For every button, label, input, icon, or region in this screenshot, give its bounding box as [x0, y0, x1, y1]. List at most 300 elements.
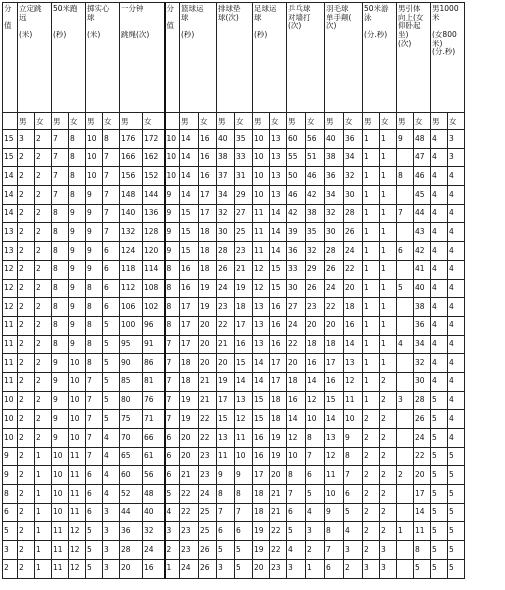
table-cell: 4	[448, 298, 465, 317]
table-cell: 10	[235, 447, 253, 466]
table-cell: 14	[270, 204, 287, 223]
table-cell: 5	[287, 522, 306, 541]
table-cell: 16	[270, 298, 287, 317]
table-cell: 4	[448, 316, 465, 335]
table-cell: 41	[414, 260, 431, 279]
table-cell: 9	[52, 410, 69, 429]
table-cell: 14	[306, 372, 325, 391]
table-cell: 1	[35, 503, 52, 522]
score-cell: 14	[3, 167, 18, 186]
table-cell: 34	[344, 148, 363, 167]
table-cell: 2	[35, 204, 52, 223]
table-cell: 20	[180, 447, 199, 466]
table-cell: 9	[69, 242, 86, 261]
score-cell-2: 7	[165, 410, 180, 429]
table-cell: 19	[270, 447, 287, 466]
table-cell: 3	[363, 559, 380, 578]
score-cell: 11	[3, 335, 18, 354]
table-cell: 24	[180, 559, 199, 578]
subheader-blank	[165, 113, 180, 130]
table-cell: 60	[287, 130, 306, 149]
subheader-female: 女	[306, 113, 325, 130]
table-cell: 12	[235, 410, 253, 429]
table-cell: 4	[103, 485, 120, 504]
score-cell: 14	[3, 186, 18, 205]
table-cell: 14	[253, 354, 270, 373]
table-cell: 9	[52, 429, 69, 448]
table-cell: 1	[380, 298, 397, 317]
table-cell: 1	[35, 559, 52, 578]
table-cell: 3	[344, 541, 363, 560]
table-cell: 24	[344, 242, 363, 261]
table-cell: 4	[287, 541, 306, 560]
table-cell: 18	[270, 410, 287, 429]
subheader-female: 女	[103, 113, 120, 130]
table-cell: 45	[414, 186, 431, 205]
table-cell: 22	[180, 485, 199, 504]
table-cell: 2	[363, 466, 380, 485]
table-cell: 6	[344, 485, 363, 504]
table-cell: 10	[86, 148, 103, 167]
table-cell: 3	[217, 559, 235, 578]
table-cell: 114	[143, 260, 165, 279]
table-cell: 1	[380, 335, 397, 354]
table-cell: 85	[120, 372, 143, 391]
table-cell: 1	[380, 167, 397, 186]
table-cell: 2	[18, 204, 35, 223]
table-cell: 176	[120, 130, 143, 149]
table-cell: 13	[217, 429, 235, 448]
table-cell: 13	[253, 316, 270, 335]
table-cell: 1	[35, 522, 52, 541]
score-cell: 15	[3, 130, 18, 149]
table-cell: 7	[86, 410, 103, 429]
table-cell: 9	[69, 279, 86, 298]
table-cell: 52	[120, 485, 143, 504]
score-cell-2: 10	[165, 130, 180, 149]
table-cell: 14	[180, 186, 199, 205]
table-cell: 40	[217, 130, 235, 149]
table-cell: 18	[287, 372, 306, 391]
table-cell: 20	[253, 559, 270, 578]
table-cell: 2	[35, 167, 52, 186]
table-cell: 5	[103, 335, 120, 354]
table-cell: 10	[52, 485, 69, 504]
table-cell: 22	[180, 503, 199, 522]
table-cell: 2	[363, 410, 380, 429]
score-cell-2: 1	[165, 559, 180, 578]
table-cell: 1	[380, 316, 397, 335]
table-row	[3, 503, 465, 522]
table-cell: 17	[180, 298, 199, 317]
subheader-male: 男	[397, 113, 414, 130]
table-cell: 5	[431, 391, 448, 410]
header-long-jump: 立定跳 远 (米)	[18, 3, 52, 113]
table-cell: 10	[69, 372, 86, 391]
header-rope-skipping: 一分钟 跳绳(次)	[120, 3, 165, 113]
table-cell: 10	[325, 485, 344, 504]
table-cell: 5	[431, 447, 448, 466]
score-cell: 5	[3, 522, 18, 541]
table-cell: 32	[344, 167, 363, 186]
table-cell: 40	[325, 130, 344, 149]
table-row	[3, 391, 465, 410]
table-cell: 5	[103, 391, 120, 410]
table-cell: 16	[253, 447, 270, 466]
table-cell: 24	[199, 485, 217, 504]
table-cell: 17	[270, 372, 287, 391]
table-row	[3, 260, 465, 279]
table-cell: 11	[253, 242, 270, 261]
table-cell: 8	[306, 429, 325, 448]
table-cell: 3	[306, 522, 325, 541]
table-cell: 1	[397, 522, 414, 541]
table-cell: 6	[103, 260, 120, 279]
table-cell: 13	[344, 354, 363, 373]
table-cell: 18	[270, 391, 287, 410]
table-cell: 46	[306, 167, 325, 186]
table-cell: 3	[103, 522, 120, 541]
table-cell: 9	[86, 260, 103, 279]
table-cell: 30	[344, 186, 363, 205]
table-cell: 11	[52, 522, 69, 541]
table-cell: 2	[35, 410, 52, 429]
score-cell: 11	[3, 372, 18, 391]
table-cell: 1	[363, 391, 380, 410]
table-cell: 7	[217, 503, 235, 522]
table-cell: 21	[270, 503, 287, 522]
table-cell: 46	[414, 167, 431, 186]
table-cell: 2	[35, 316, 52, 335]
table-cell: 2	[18, 522, 35, 541]
table-cell: 1	[363, 148, 380, 167]
table-cell: 7	[103, 186, 120, 205]
table-cell: 15	[180, 223, 199, 242]
table-cell: 7	[103, 167, 120, 186]
table-cell: 15	[253, 410, 270, 429]
table-cell: 8	[69, 148, 86, 167]
table-cell: 6	[217, 522, 235, 541]
table-cell: 86	[143, 354, 165, 373]
table-cell: 17	[253, 466, 270, 485]
table-cell: 4	[448, 223, 465, 242]
table-cell: 32	[217, 204, 235, 223]
table-cell: 11	[69, 485, 86, 504]
table-cell: 2	[363, 429, 380, 448]
table-cell: 21	[180, 466, 199, 485]
table-cell: 18	[199, 260, 217, 279]
table-cell: 2	[35, 429, 52, 448]
score-cell-2: 7	[165, 372, 180, 391]
subheader-male: 男	[253, 113, 270, 130]
table-cell: 96	[143, 316, 165, 335]
table-cell: 40	[414, 279, 431, 298]
table-cell: 75	[120, 410, 143, 429]
gender-subheader-row	[3, 113, 465, 130]
table-cell: 5	[431, 503, 448, 522]
table-cell: 2	[18, 503, 35, 522]
subheader-female: 女	[414, 113, 431, 130]
subheader-male: 男	[18, 113, 35, 130]
table-cell: 21	[235, 260, 253, 279]
subheader-male: 男	[120, 113, 143, 130]
table-cell: 4	[448, 391, 465, 410]
table-cell: 22	[270, 541, 287, 560]
table-cell: 70	[120, 429, 143, 448]
table-cell: 5	[414, 559, 431, 578]
table-cell: 50	[287, 167, 306, 186]
table-row	[3, 485, 465, 504]
table-cell: 8	[52, 279, 69, 298]
table-cell: 5	[431, 429, 448, 448]
table-cell: 16	[199, 148, 217, 167]
score-cell-2: 7	[165, 354, 180, 373]
table-cell: 5	[431, 559, 448, 578]
table-cell: 24	[414, 429, 431, 448]
table-cell: 19	[253, 522, 270, 541]
table-cell: 7	[52, 130, 69, 149]
table-cell: 9	[325, 503, 344, 522]
table-cell: 4	[448, 186, 465, 205]
table-cell: 36	[287, 242, 306, 261]
table-cell: 9	[86, 242, 103, 261]
subheader-male: 男	[217, 113, 235, 130]
table-cell: 5	[431, 410, 448, 429]
table-cell: 6	[103, 298, 120, 317]
table-cell: 27	[235, 204, 253, 223]
table-cell	[397, 316, 414, 335]
table-cell: 11	[217, 447, 235, 466]
table-cell: 5	[448, 485, 465, 504]
table-cell: 22	[270, 522, 287, 541]
table-cell: 15	[270, 260, 287, 279]
table-cell: 13	[270, 148, 287, 167]
table-cell: 13	[235, 391, 253, 410]
table-cell: 156	[120, 167, 143, 186]
table-cell: 16	[344, 316, 363, 335]
table-cell: 4	[431, 372, 448, 391]
table-cell: 23	[306, 298, 325, 317]
table-cell: 32	[306, 242, 325, 261]
table-cell: 10	[52, 447, 69, 466]
score-cell-2: 9	[165, 204, 180, 223]
table-cell: 2	[18, 223, 35, 242]
table-cell: 2	[380, 447, 397, 466]
table-cell: 8	[52, 223, 69, 242]
table-cell: 16	[253, 429, 270, 448]
table-cell: 80	[120, 391, 143, 410]
table-cell: 1	[35, 541, 52, 560]
table-cell: 14	[180, 130, 199, 149]
score-cell-2: 9	[165, 242, 180, 261]
table-cell: 2	[363, 522, 380, 541]
table-cell: 4	[448, 167, 465, 186]
table-cell: 5	[448, 559, 465, 578]
table-cell: 66	[143, 429, 165, 448]
score-cell: 8	[3, 485, 18, 504]
table-cell: 4	[448, 372, 465, 391]
table-cell: 2	[18, 391, 35, 410]
table-cell: 2	[18, 167, 35, 186]
subheader-male: 男	[180, 113, 199, 130]
table-cell: 18	[344, 298, 363, 317]
table-cell: 4	[448, 335, 465, 354]
table-cell: 33	[287, 260, 306, 279]
table-cell: 23	[235, 242, 253, 261]
table-cell: 5	[235, 541, 253, 560]
table-cell: 10	[52, 466, 69, 485]
score-cell-2: 3	[165, 522, 180, 541]
table-cell: 44	[414, 204, 431, 223]
table-cell: 1	[363, 354, 380, 373]
table-cell: 14	[344, 335, 363, 354]
table-cell: 55	[287, 148, 306, 167]
table-cell: 18	[199, 242, 217, 261]
table-cell: 28	[120, 541, 143, 560]
table-cell: 13	[270, 186, 287, 205]
table-cell: 148	[120, 186, 143, 205]
table-cell: 8	[217, 485, 235, 504]
subheader-female: 女	[448, 113, 465, 130]
table-cell: 6	[287, 503, 306, 522]
subheader-male: 男	[431, 113, 448, 130]
table-cell: 91	[143, 335, 165, 354]
header-swim-50m: 50米游 泳 (分.秒)	[363, 3, 397, 113]
table-cell: 2	[380, 522, 397, 541]
table-row	[3, 559, 465, 578]
table-cell: 16	[306, 354, 325, 373]
table-cell: 26	[414, 410, 431, 429]
table-cell: 16	[143, 559, 165, 578]
table-cell: 8	[52, 242, 69, 261]
table-cell: 18	[180, 372, 199, 391]
table-cell: 132	[120, 223, 143, 242]
table-cell: 108	[143, 279, 165, 298]
table-cell: 16	[325, 372, 344, 391]
table-cell: 7	[103, 204, 120, 223]
table-cell: 32	[325, 204, 344, 223]
table-cell: 18	[306, 335, 325, 354]
table-cell: 11	[69, 447, 86, 466]
table-cell: 28	[414, 391, 431, 410]
table-cell: 1	[380, 279, 397, 298]
table-row	[3, 298, 465, 317]
table-cell: 2	[35, 242, 52, 261]
table-cell: 12	[253, 260, 270, 279]
table-cell: 8	[52, 316, 69, 335]
table-cell: 13	[253, 298, 270, 317]
table-cell: 16	[270, 316, 287, 335]
table-cell: 8	[287, 466, 306, 485]
table-cell: 12	[306, 391, 325, 410]
table-row	[3, 204, 465, 223]
table-cell: 11	[253, 204, 270, 223]
table-cell: 8	[52, 260, 69, 279]
table-cell: 19	[180, 391, 199, 410]
table-cell: 5	[103, 354, 120, 373]
table-cell: 17	[235, 316, 253, 335]
table-cell: 11	[52, 559, 69, 578]
subheader-female: 女	[344, 113, 363, 130]
table-cell: 16	[235, 335, 253, 354]
table-cell: 4	[448, 279, 465, 298]
table-cell: 11	[69, 466, 86, 485]
table-cell: 22	[217, 316, 235, 335]
header-volleyball: 排球垫 球(次)	[217, 3, 253, 113]
table-cell: 18	[325, 335, 344, 354]
table-cell: 76	[143, 391, 165, 410]
table-cell: 35	[306, 223, 325, 242]
table-cell: 21	[199, 391, 217, 410]
table-cell: 95	[120, 335, 143, 354]
table-cell: 2	[35, 148, 52, 167]
table-cell: 2	[397, 466, 414, 485]
table-cell: 10	[52, 503, 69, 522]
table-cell: 36	[120, 522, 143, 541]
table-cell: 9	[217, 466, 235, 485]
table-cell: 26	[344, 223, 363, 242]
table-cell: 4	[448, 204, 465, 223]
table-cell	[397, 223, 414, 242]
table-cell: 30	[414, 372, 431, 391]
score-cell-2: 10	[165, 148, 180, 167]
table-cell: 9	[52, 372, 69, 391]
table-cell: 19	[180, 410, 199, 429]
table-cell: 8	[52, 204, 69, 223]
table-cell: 15	[235, 354, 253, 373]
table-cell: 2	[380, 410, 397, 429]
table-cell: 8	[86, 316, 103, 335]
table-cell: 162	[143, 148, 165, 167]
table-cell: 2	[18, 429, 35, 448]
table-cell: 3	[397, 391, 414, 410]
table-cell: 3	[18, 130, 35, 149]
subheader-male: 男	[287, 113, 306, 130]
table-cell: 42	[414, 242, 431, 261]
table-cell: 11	[344, 391, 363, 410]
table-cell: 17	[217, 391, 235, 410]
table-row	[3, 223, 465, 242]
table-cell: 9	[69, 316, 86, 335]
table-cell: 4	[103, 466, 120, 485]
table-cell: 23	[199, 447, 217, 466]
table-cell: 10	[69, 429, 86, 448]
header-run-1000m: 男1000 米 (女800 米) (分.秒)	[431, 3, 465, 113]
table-cell: 47	[414, 148, 431, 167]
table-cell: 8	[52, 298, 69, 317]
table-cell: 2	[35, 354, 52, 373]
score-cell: 6	[3, 503, 18, 522]
table-cell: 8	[344, 447, 363, 466]
table-cell: 14	[180, 148, 199, 167]
table-cell: 2	[18, 354, 35, 373]
header-badminton: 羽毛球 单手颠( 次)	[325, 3, 363, 113]
table-cell: 21	[199, 372, 217, 391]
header-pullup-situp: 男引体 向上(女 仰卧起 坐) (次)	[397, 3, 431, 113]
table-cell: 2	[380, 391, 397, 410]
score-cell: 15	[3, 148, 18, 167]
subheader-male: 男	[363, 113, 380, 130]
score-cell: 12	[3, 279, 18, 298]
header-ball-throw: 掷实心 球 (米)	[86, 3, 120, 113]
table-cell: 34	[414, 335, 431, 354]
table-cell: 124	[120, 242, 143, 261]
table-cell: 3	[380, 559, 397, 578]
table-cell: 2	[18, 372, 35, 391]
table-cell: 19	[217, 372, 235, 391]
table-cell: 1	[363, 223, 380, 242]
table-cell: 35	[235, 130, 253, 149]
